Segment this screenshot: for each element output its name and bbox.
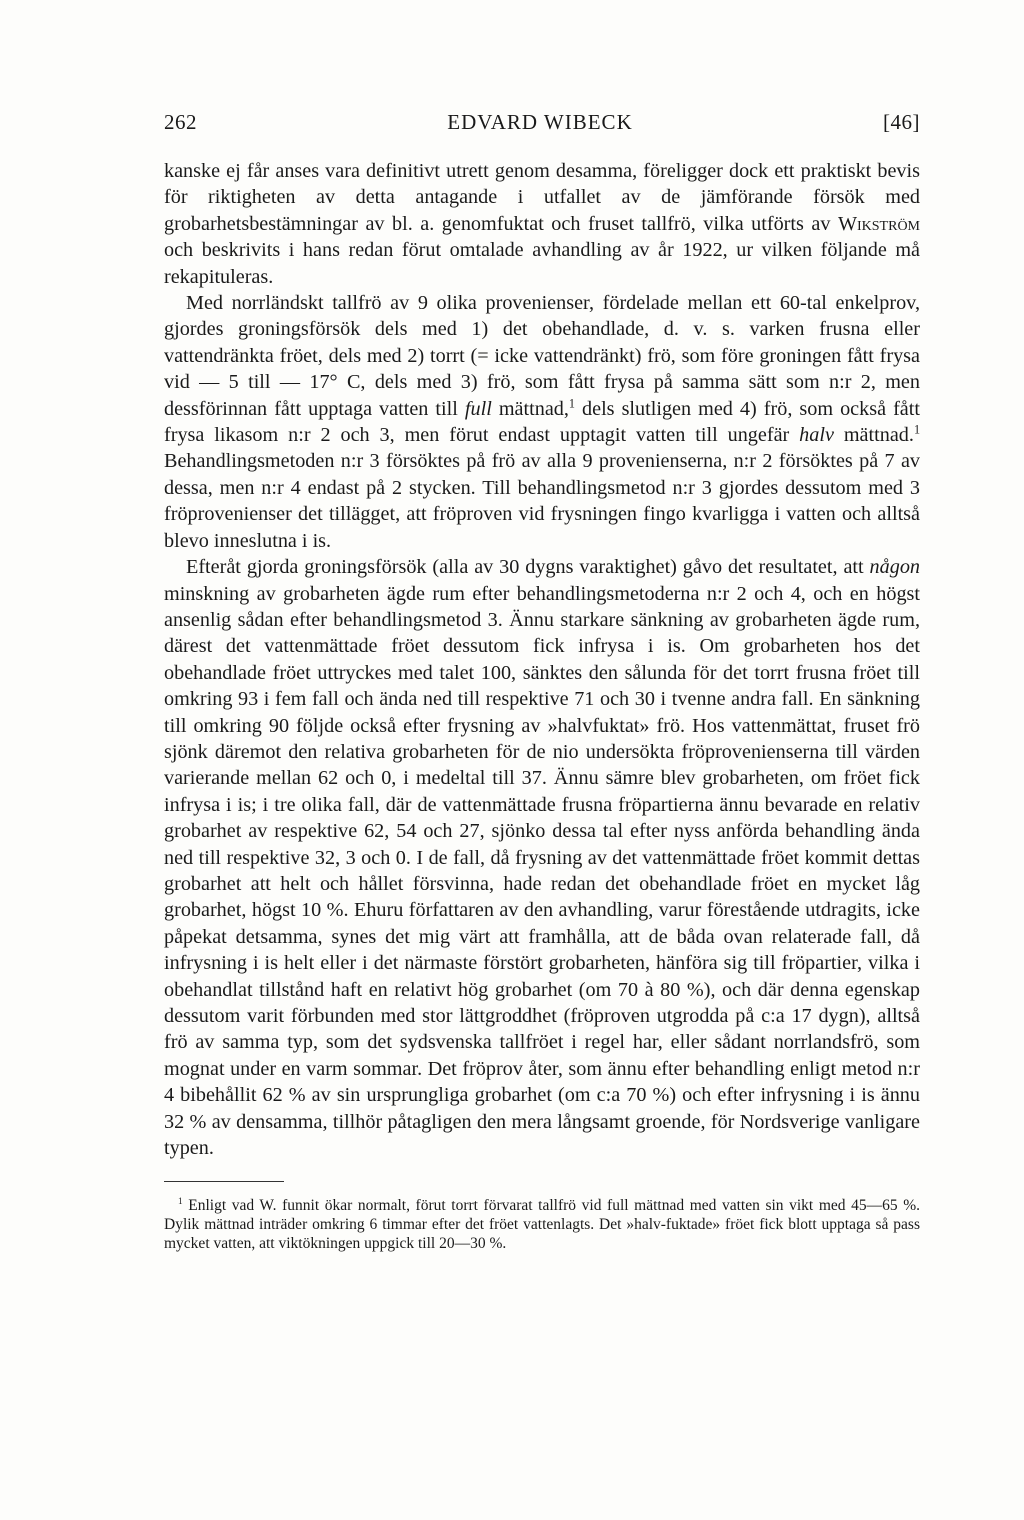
paragraph-text: kanske ej får anses vara definitivt utrett genom desamma, föreligger dock ett praktiskt bevis för riktigheten av detta antagande i utfallet av de jämförande försök med grobarhetsbestämningar av bl. a. genomfuktat och fruset tallfrö, vilka utförts av: [164, 160, 920, 235]
footnote-ref: 1: [913, 422, 920, 437]
emphasis: någon: [869, 556, 920, 579]
footnote-divider: [164, 1181, 284, 1182]
paragraph-text: Efteråt gjorda groningsförsök (alla av 30 dygns varaktighet) gåvo det resultatet, att: [186, 556, 870, 579]
running-title: EDVARD WIBECK: [447, 110, 633, 134]
paragraph-text: dels slutligen med 4) frö, som också fått frysa likasom n:r 2 och 3, men förut endast upptagit vatten till ungefär: [164, 397, 920, 447]
body-text: [164, 158, 920, 1161]
section-number: [46]: [882, 110, 920, 134]
author-name: Wikström: [837, 212, 920, 235]
paragraph-2: [164, 290, 920, 554]
paragraph-3: [164, 554, 920, 1161]
footnotes: [164, 1196, 920, 1253]
paragraph-text: mättnad,: [491, 397, 569, 420]
paragraph-text: mättnad.: [833, 424, 914, 447]
paragraph-text: och beskrivits i hans redan förut omtalade avhandling av år 1922, ur vilken följande må rekapituleras.: [164, 239, 920, 288]
emphasis: halv: [799, 424, 834, 447]
running-head: [164, 110, 920, 150]
footnote: [164, 1196, 920, 1253]
page-number: 262: [164, 110, 197, 134]
footnote-text: Enligt vad W. funnit ökar normalt, förut torrt förvarat tallfrö vid full mättnad med vatten sin vikt med 45—65 %. Dylik mättnad inträder omkring 6 timmar efter det fröet vattenlagts. Det »halv-fuktade» fröet fick blott upptaga så pass mycket vatten, att viktökningen uppgick till 20—30 %.: [164, 1197, 920, 1253]
footnote-ref: 1: [568, 395, 575, 410]
footnote-marker: 1: [178, 1197, 183, 1208]
emphasis: full: [464, 397, 492, 420]
page: [164, 110, 920, 1253]
paragraph-1: [164, 158, 920, 290]
paragraph-text: Med norrländskt tallfrö av 9 olika provenienser, fördelade mellan ett 60-tal enkelprov, gjordes groningsförsök dels med 1) det obehandlade, d. v. s. varken frusna eller vattendränkta fröet, dels med 2) torrt (= icke vattendränkt) frö, som före groningen fått frysa vid — 5 till — 17° C, dels med 3) frö, som fått frysa på samma sätt som n:r 2, men dessförinnan fått upptaga vatten till: [164, 292, 920, 420]
paragraph-text: minskning av grobarheten ägde rum efter behandlingsmetoderna n:r 2 och 4, och en högst ansenlig sådan efter behandlingsmetod 3. Ännu starkare sänkning av grobarheten ägde rum, därest det vattenmättade fröet dessutom fick infrysa i is. Om grobarheten hos det obehandlade fröet uttryckes med talet 100, sänktes den sålunda för det torrt frusna fröet till omkring 93 i fem fall och ända ned till respektive 71 och 30 i tvenne andra fall. En sänkning till omkring 90 följde också efter frysning av »halvfuktat» frö. Hos vattenmättat, fruset frö sjönk däremot den relativa grobarheten för de nio undersökta fröprovenienserna till värden varierande mellan 62 och 0, i medeltal till 37. Ännu sämre blev grobarheten, om fröet fick infrysa i is; i tre olika fall, där de vattenmättade frusna fröpartierna ännu bevarade en relativ grobarhet av respektive 62, 54 och 27, sjönko dessa tal efter nyss anförda behandling ända ned till respektive 32, 3 och 0. I de fall, då frysning av det vattenmättade fröet kommit dettas grobarhet att helt och hållet försvinna, hade redan det obehandlade fröet en mycket låg grobarhet, högst 10 %. Ehuru författaren av den avhandling, varur förestående utdragits, icke påpekat detsamma, synes det mig värt att framhålla, att de båda ovan relaterade fall, då infrysning i is helt eller i det närmaste förstört grobarheten, hänföra sig till fröpartier, vilka i obehandlat tillstånd haft en relativt hög grobarhet (om 70 à 80 %), och där denna egenskap dessutom varit förbunden med stor lättgroddhet (fröproven utgrodda på c:a 17 dygn), alltså frö av samma typ, som det sydsvenska tallfröet i regel har, eller sådant norrlandsfrö, som mognat under en varm sommar. Det fröprov åter, som ännu efter behandling enligt metod n:r 4 bibehållit 62 % av sin ursprungliga grobarhet (om c:a 70 %) och efter infrysning i is ännu 32 % av densamma, tillhör påtagligen den mera långsamt groende, för Nordsverige vanligare typen.: [164, 582, 920, 1160]
paragraph-text: Behandlingsmetoden n:r 3 försöktes på frö av alla 9 provenienserna, n:r 2 försöktes på 7 av dessa, men n:r 4 endast på 2 stycken. Till behandlingsmetod n:r 3 gjordes dessutom med 3 fröprovenienser det tillägget, att fröproven vid frysningen fingo kvarligga i vatten och alltså blevo inneslutna i is.: [164, 450, 920, 552]
